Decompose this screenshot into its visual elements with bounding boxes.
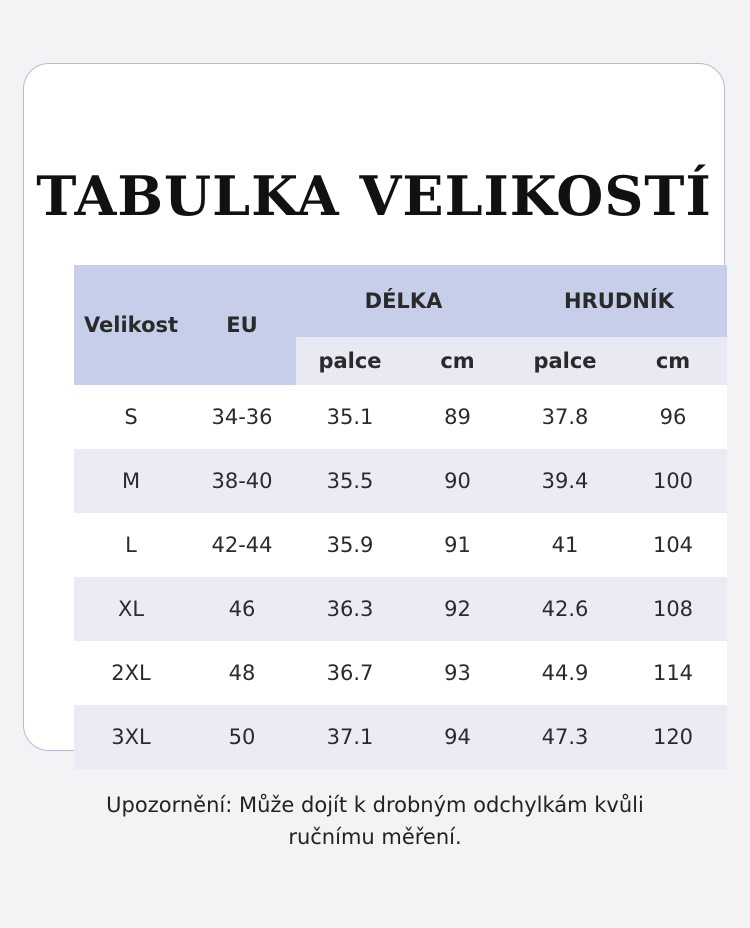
table-row <box>74 449 727 513</box>
size-cell: XL <box>74 577 188 641</box>
chest-cm-cell: 104 <box>619 513 727 577</box>
measurement-note <box>40 789 710 853</box>
chest-inch-cell: 37.8 <box>511 385 619 449</box>
header-length: DÉLKA <box>296 265 511 337</box>
length-inch-cell: 37.1 <box>296 705 404 769</box>
chest-cm-cell: 108 <box>619 577 727 641</box>
eu-cell: 34-36 <box>188 385 296 449</box>
chest-inch-cell: 41 <box>511 513 619 577</box>
size-cell: L <box>74 513 188 577</box>
length-cm-cell: 89 <box>404 385 511 449</box>
size-cell: 2XL <box>74 641 188 705</box>
chest-inch-cell: 47.3 <box>511 705 619 769</box>
eu-cell: 46 <box>188 577 296 641</box>
table-row <box>74 641 727 705</box>
chest-cm-cell: 100 <box>619 449 727 513</box>
size-cell: M <box>74 449 188 513</box>
length-inch-cell: 35.1 <box>296 385 404 449</box>
size-cell: S <box>74 385 188 449</box>
table-row <box>74 513 727 577</box>
size-chart-card <box>23 63 725 751</box>
size-table-body <box>74 385 727 769</box>
size-table <box>74 265 727 769</box>
length-cm-cell: 91 <box>404 513 511 577</box>
length-cm-cell: 92 <box>404 577 511 641</box>
size-cell: 3XL <box>74 705 188 769</box>
length-inch-cell: 36.7 <box>296 641 404 705</box>
chest-cm-cell: 96 <box>619 385 727 449</box>
chest-cm-cell: 114 <box>619 641 727 705</box>
eu-cell: 38-40 <box>188 449 296 513</box>
table-row <box>74 577 727 641</box>
table-row <box>74 705 727 769</box>
chest-inch-cell: 44.9 <box>511 641 619 705</box>
header-eu: EU <box>188 265 296 385</box>
header-length-cm: cm <box>404 337 511 385</box>
header-length-inch: palce <box>296 337 404 385</box>
length-cm-cell: 93 <box>404 641 511 705</box>
length-cm-cell: 94 <box>404 705 511 769</box>
length-cm-cell: 90 <box>404 449 511 513</box>
chest-inch-cell: 42.6 <box>511 577 619 641</box>
note-line-2: ručnímu měření. <box>288 825 462 849</box>
length-inch-cell: 35.5 <box>296 449 404 513</box>
header-size: Velikost <box>74 265 188 385</box>
length-inch-cell: 35.9 <box>296 513 404 577</box>
header-chest-cm: cm <box>619 337 727 385</box>
header-chest: HRUDNÍK <box>511 265 727 337</box>
chest-cm-cell: 120 <box>619 705 727 769</box>
eu-cell: 50 <box>188 705 296 769</box>
note-line-1: Upozornění: Může dojít k drobným odchylkám kvůli <box>106 793 644 817</box>
eu-cell: 42-44 <box>188 513 296 577</box>
page-title: TABULKA VELIKOSTÍ <box>36 164 712 228</box>
header-chest-inch: palce <box>511 337 619 385</box>
length-inch-cell: 36.3 <box>296 577 404 641</box>
eu-cell: 48 <box>188 641 296 705</box>
chest-inch-cell: 39.4 <box>511 449 619 513</box>
table-row <box>74 385 727 449</box>
